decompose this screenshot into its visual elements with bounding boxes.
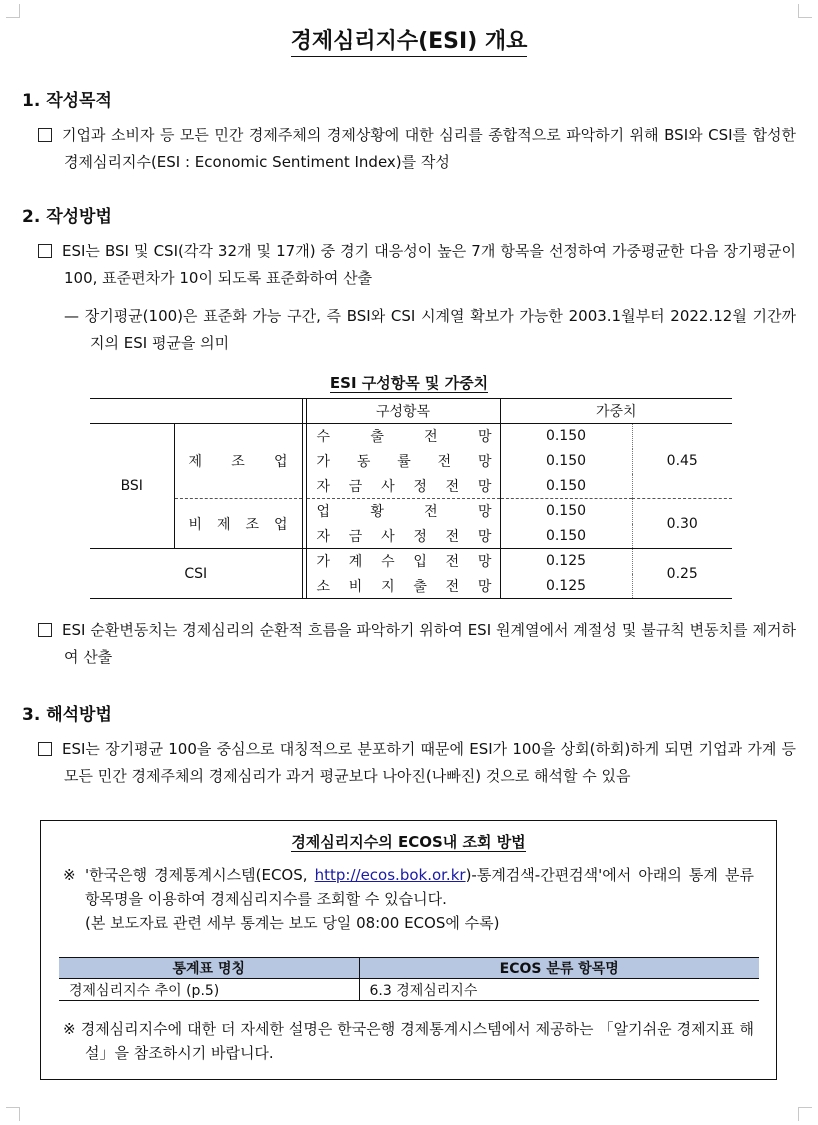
weight-cell: 0.150 xyxy=(500,449,632,474)
section-heading-method: 2. 작성방법 xyxy=(22,207,112,227)
group-csi: CSI xyxy=(90,549,302,599)
lookup-header-table-name: 통계표 명칭 xyxy=(59,958,359,979)
label-char: 동 xyxy=(356,454,371,470)
label-char: 조 xyxy=(245,516,259,533)
section-purpose-paragraph xyxy=(38,122,796,176)
label-char: 망 xyxy=(477,454,492,470)
weight-cell: 0.150 xyxy=(500,474,632,499)
label-char: 망 xyxy=(477,578,492,595)
section-heading-purpose: 1. 작성목적 xyxy=(22,91,112,111)
label-char: 망 xyxy=(477,504,492,521)
item-label xyxy=(307,451,500,471)
page-corner-mark xyxy=(6,4,20,18)
item-label xyxy=(307,501,500,521)
label-char: 출 xyxy=(370,429,384,446)
checkbox-bullet-icon xyxy=(38,244,52,258)
ecos-box-title-wrap xyxy=(41,831,776,852)
label-char: 금 xyxy=(348,478,363,495)
section-heading-interpretation: 3. 해석방법 xyxy=(22,705,112,725)
item-label xyxy=(307,526,500,546)
label-char: 제 xyxy=(216,516,231,533)
weight-cell: 0.150 xyxy=(500,524,632,549)
ecos-note-2 xyxy=(63,1017,754,1065)
label-char: 조 xyxy=(231,454,245,470)
group-weight-manufacturing: 0.45 xyxy=(632,424,732,499)
label-char: 전 xyxy=(437,454,452,470)
label-char: 전 xyxy=(445,478,460,495)
purpose-text: 기업과 소비자 등 모든 민간 경제주체의 경제상황에 대한 심리를 종합적으로 파악하기 위해 BSI와 CSI를 합성한 경제심리지수(ESI : Economic Sentiment Index)를 작성 xyxy=(62,126,796,171)
page-corner-mark xyxy=(6,1107,20,1121)
group-weight-csi: 0.25 xyxy=(632,549,732,599)
weight-cell: 0.150 xyxy=(500,499,632,524)
label-char: 소 xyxy=(316,578,331,595)
checkbox-bullet-icon xyxy=(38,623,52,637)
ecos-note-1-pre: ※ '한국은행 경제통계시스템(ECOS, xyxy=(63,866,315,884)
checkbox-bullet-icon xyxy=(38,128,52,142)
label-char: 자 xyxy=(316,478,331,495)
interpretation-paragraph xyxy=(38,736,796,790)
ecos-lookup-box xyxy=(40,820,777,1080)
weight-cell: 0.125 xyxy=(500,549,632,574)
label-char: 비 xyxy=(348,578,363,595)
item-label xyxy=(307,426,500,446)
document-title: 경제심리지수(ESI) 개요 xyxy=(291,29,528,57)
ecos-note-2-text: ※ 경제심리지수에 대한 더 자세한 설명은 한국은행 경제통계시스템에서 제공하는 「알기쉬운 경제지표 해설」을 참조하시기 바랍니다. xyxy=(63,1020,754,1062)
nonmanufacturing-label xyxy=(175,514,302,534)
item-label xyxy=(307,551,500,571)
esi-components-table xyxy=(90,398,732,599)
page-corner-mark xyxy=(798,4,812,18)
header-weights: 가중치 xyxy=(595,404,637,420)
item-cell xyxy=(306,499,500,524)
lookup-header-ecos-item: ECOS 분류 항목명 xyxy=(359,958,759,979)
document-title-wrap xyxy=(0,24,818,55)
subgroup-nonmanufacturing xyxy=(174,499,302,549)
label-char: 수 xyxy=(316,429,331,446)
label-char: 망 xyxy=(477,429,492,446)
cyclical-text: ESI 순환변동치는 경제심리의 순환적 흐름을 파악하기 위하여 ESI 원계열에서 계절성 및 불규칙 변동치를 제거하여 산출 xyxy=(62,621,796,666)
item-cell xyxy=(306,574,500,599)
item-cell xyxy=(306,449,500,474)
method-subnote xyxy=(64,303,796,357)
label-char: 업 xyxy=(273,516,288,533)
header-items: 구성항목 xyxy=(306,399,500,424)
label-char: 출 xyxy=(413,578,427,595)
label-char: 사 xyxy=(381,528,395,545)
page-corner-mark xyxy=(798,1107,812,1121)
label-char: 황 xyxy=(370,504,384,521)
label-char: 망 xyxy=(477,528,492,545)
label-char: 제 xyxy=(188,454,203,470)
label-char: 수 xyxy=(381,554,395,571)
item-cell xyxy=(306,424,500,449)
label-char: 전 xyxy=(445,528,460,545)
item-cell xyxy=(306,524,500,549)
label-char: 사 xyxy=(381,478,395,495)
esi-table-caption: ESI 구성항목 및 가중치 xyxy=(329,374,489,392)
esi-table-caption-wrap xyxy=(0,372,818,393)
group-bsi: BSI xyxy=(90,424,174,549)
label-char: 전 xyxy=(424,504,438,521)
label-char: 업 xyxy=(316,504,331,521)
weight-cell: 0.125 xyxy=(500,574,632,599)
item-cell xyxy=(306,474,500,499)
label-char: 비 xyxy=(188,516,203,533)
item-label xyxy=(307,476,500,496)
ecos-note-1-post: )-통계검색-간편검색'에서 아래의 통계 분류 항목명을 이용하여 경제심리지수를 조회할 수 있습니다. xyxy=(85,866,754,908)
group-weight-nonmanufacturing: 0.30 xyxy=(632,499,732,549)
ecos-link[interactable]: http://ecos.bok.or.kr xyxy=(314,866,466,884)
label-char: 지 xyxy=(381,578,395,595)
label-char: 전 xyxy=(424,429,438,446)
ecos-note-1-line3: (본 보도자료 관련 세부 통계는 보도 당일 08:00 ECOS에 수록) xyxy=(85,914,500,932)
label-char: 망 xyxy=(477,554,492,571)
lookup-cell-ecos-item: 6.3 경제심리지수 xyxy=(359,979,759,1001)
weight-cell: 0.150 xyxy=(500,424,632,449)
label-char: 업 xyxy=(273,454,288,470)
ecos-note-1 xyxy=(63,863,754,935)
item-cell xyxy=(306,549,500,574)
item-label xyxy=(307,576,500,596)
checkbox-bullet-icon xyxy=(38,742,52,756)
cyclical-paragraph xyxy=(38,617,796,671)
section-method-paragraph xyxy=(38,238,796,292)
label-char: 자 xyxy=(316,528,331,545)
label-char: 가 xyxy=(316,554,331,571)
label-char: 정 xyxy=(413,528,427,545)
label-char: 정 xyxy=(413,478,427,495)
method-text: ESI는 BSI 및 CSI(각각 32개 및 17개) 중 경기 대응성이 높은 7개 항목을 선정하여 가중평균한 다음 장기평균이 100, 표준편차가 10이 되도록 표준화하여 산출 xyxy=(62,242,796,287)
label-char: 전 xyxy=(445,554,460,571)
interpretation-text: ESI는 장기평균 100을 중심으로 대칭적으로 분포하기 때문에 ESI가 100을 상회(하회)하게 되면 기업과 가계 등 모든 민간 경제주체의 경제심리가 과거 평균보다 나아진(나빠진) 것으로 해석할 수 있음 xyxy=(62,740,796,785)
label-char: 전 xyxy=(445,578,460,595)
label-char: 률 xyxy=(397,454,411,470)
manufacturing-label xyxy=(175,451,302,471)
label-char: 금 xyxy=(348,528,363,545)
label-char: 계 xyxy=(348,554,363,571)
lookup-cell-table-name: 경제심리지수 추이 (p.5) xyxy=(59,979,359,1001)
ecos-lookup-table xyxy=(59,957,759,1001)
label-char: 입 xyxy=(413,554,427,571)
ecos-box-title: 경제심리지수의 ECOS내 조회 방법 xyxy=(291,833,526,851)
method-subnote-text: — 장기평균(100)은 표준화 가능 구간, 즉 BSI와 CSI 시계열 확보가 가능한 2003.1월부터 2022.12월 기간까지의 ESI 평균을 의미 xyxy=(64,307,796,352)
label-char: 망 xyxy=(477,478,492,495)
subgroup-manufacturing xyxy=(174,424,302,499)
label-char: 가 xyxy=(316,454,331,470)
